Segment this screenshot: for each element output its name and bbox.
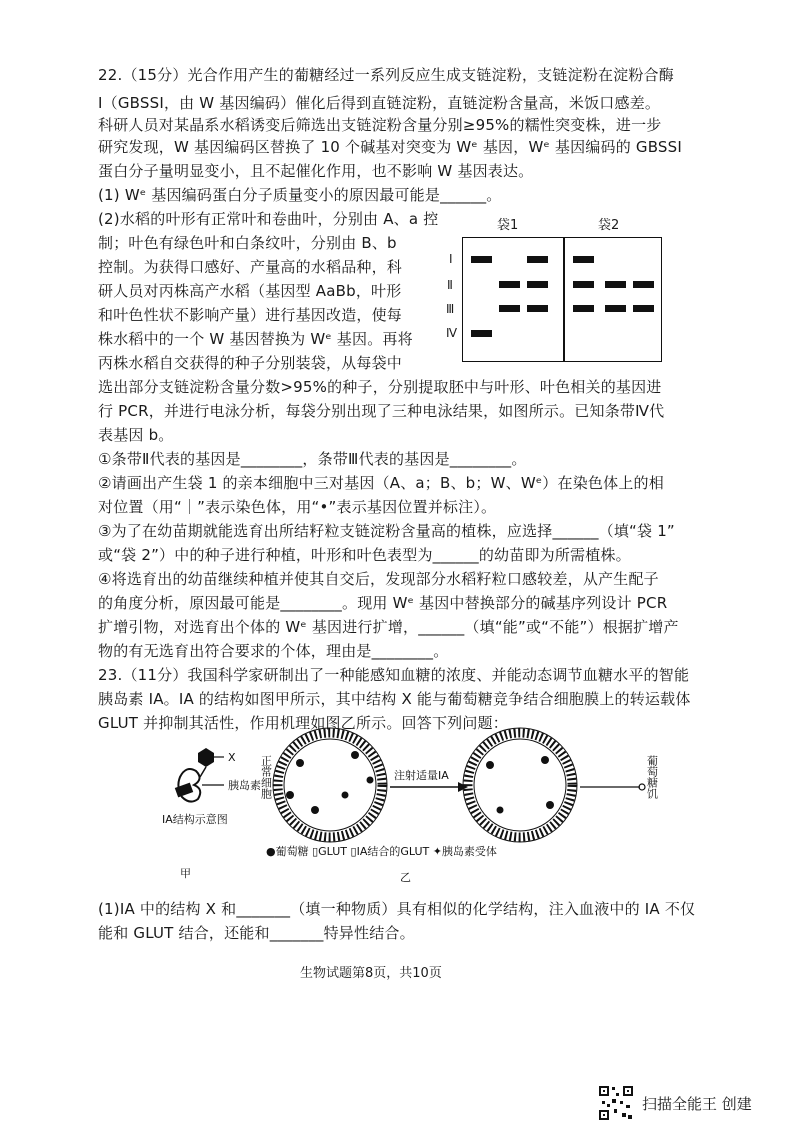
arrow-label: 注射适量IA — [394, 769, 449, 782]
q22-cont-2: 行 PCR，并进行电泳分析，每袋分别出现了三种电泳结果，如图所示。已知条带Ⅳ代 — [98, 402, 665, 420]
ia-treated-cell — [463, 728, 659, 842]
gel-divider — [563, 238, 565, 361]
x-label: X — [228, 751, 236, 764]
q22-cont-12: 物的有无选育出符合要求的个体，理由是________。 — [98, 642, 449, 660]
x-hexagon — [198, 748, 214, 767]
q22-part2-line-5: 和叶色性状不影响产量）进行基因改造，使每 — [98, 306, 403, 324]
q22-line-5: 蛋白分子量明显变小，且不起催化作用，也不影响 W 基因表达。 — [98, 162, 534, 180]
q22-cont-3: 表基因 b。 — [98, 426, 174, 444]
bag1-band-col2-lane3 — [499, 305, 520, 312]
page-footer: 生物试题第8页，共10页 — [300, 966, 442, 981]
q22-part2-line-6: 株水稻中的一个 W 基因替换为 Wᵉ 基因。再将 — [98, 330, 413, 348]
bag1-band-col3-lane3 — [527, 305, 548, 312]
left-cell-membrane — [278, 733, 382, 837]
bag1-band-col3-lane2 — [527, 281, 548, 288]
normal-cell — [260, 728, 388, 842]
bag2-band-col1-lane2 — [573, 281, 594, 288]
q22-cont-10: 的角度分析，原因最可能是________。现用 Wᵉ 基因中替换部分的碱基序列设计 PCR — [98, 594, 668, 612]
q22-line-4: 研究发现，W 基因编码区替换了 10 个碱基对突变为 Wᵉ 基因，Wᵉ 基因编码的 GBSSⅠ — [98, 138, 682, 156]
gel-bag1-label: 袋1 — [497, 218, 519, 233]
bag2-band-col3-lane3 — [633, 305, 654, 312]
q23-line-2: 胰岛素 IA。IA 的结构如图甲所示，其中结构 X 能与葡萄糖竞争结合细胞膜上的转运载体 — [98, 690, 691, 708]
q22-cont-8: 或“袋 2”）中的种子进行种植，叶形和叶色表型为______的幼苗即为所需植株。 — [98, 546, 631, 564]
gel-bag2-label: 袋2 — [598, 218, 620, 233]
bag1-band-col2-lane2 — [499, 281, 520, 288]
q22-line-3: 科研人员对某晶系水稻诱变后筛选出支链淀粉含量分别≥95%的糯性突变株，进一步 — [98, 116, 662, 134]
q22-part2-line-7: 丙株水稻自交获得的种子分别装袋，从每袋中 — [98, 354, 403, 372]
q22-cont-5: ②请画出产生袋 1 的亲本细胞中三对基因（A、a；B、b；W、Wᵉ）在染色体上的相 — [98, 474, 664, 492]
bag2-band-col1-lane1 — [573, 256, 594, 263]
label-jia: 甲 — [180, 867, 191, 880]
watermark-text: 扫描全能王 创建 — [642, 1094, 752, 1113]
right-cell-membrane — [468, 733, 572, 837]
gel-lane-1-label: Ⅰ — [449, 252, 453, 266]
q22-cont-6: 对位置（用“｜”表示染色体，用“•”表示基因位置并标注）。 — [98, 498, 497, 516]
bag2-band-col1-lane3 — [573, 305, 594, 312]
qr-code-icon — [598, 1085, 634, 1121]
ia-structure-diagram — [162, 748, 261, 826]
gel-lane-4-label: Ⅳ — [446, 326, 458, 340]
q22-cont-1: 选出部分支链淀粉含量分数>95%的种子，分别提取胚中与叶形、叶色相关的基因进 — [98, 378, 662, 396]
q23-sub1-line-1: (1)IA 中的结构 X 和_______（填一种物质）具有相似的化学结构，注入血液中的 IA 不仅 — [98, 900, 696, 918]
left-cell-label: 正常细胞 — [259, 755, 273, 799]
q23-line-1: 23.（11分）我国科学家研制出了一种能感知血糖的浓度、并能动态调节血糖水平的智能 — [98, 666, 690, 684]
q22-cont-9: ④将选育出的幼苗继续种植并使其自交后，发现部分水稻籽粒口感较差，从产生配子 — [98, 570, 659, 588]
bag2-band-col3-lane2 — [633, 281, 654, 288]
q22-cont-7: ③为了在幼苗期就能选育出所结籽粒支链淀粉含量高的植株，应选择______（填“袋 1” — [98, 522, 675, 540]
gel-box — [462, 237, 662, 362]
q22-part2-line-4: 研人员对丙株高产水稻（基因型 AaBb，叶形 — [98, 282, 402, 300]
bag2-band-col2-lane2 — [605, 281, 626, 288]
bag1-band-col1-lane1 — [471, 256, 492, 263]
injection-arrow — [390, 768, 468, 792]
insulin-label: 胰岛素 — [228, 779, 261, 792]
q22-part2-line-2: 制；叶色有绿色叶和白条纹叶，分别由 B、b — [98, 234, 397, 252]
q23-line-3: GLUT 并抑制其活性，作用机理如图乙所示。回答下列问题： — [98, 714, 508, 732]
q22-line-2: Ⅰ（GBSSⅠ，由 W 基因编码）催化后得到直链淀粉，直链淀粉含量高，米饭口感差。 — [98, 94, 661, 112]
q23-figure — [140, 725, 680, 885]
q22-sub1: (1) Wᵉ 基因编码蛋白分子质量变小的原因最可能是______。 — [98, 186, 502, 204]
gel-lane-2-label: Ⅱ — [447, 278, 453, 292]
q22-cont-4: ①条带Ⅱ代表的基因是________，条带Ⅲ代表的基因是________。 — [98, 450, 527, 468]
figure-legend: ●葡萄糖 ▯GLUT ▯IA结合的GLUT ✦胰岛素受体 — [266, 845, 497, 858]
bag1-band-col1-lane4 — [471, 330, 492, 337]
bag2-band-col2-lane3 — [605, 305, 626, 312]
scanner-watermark — [598, 1085, 752, 1121]
gel-lane-3-label: Ⅲ — [446, 302, 455, 316]
bag1-band-col3-lane1 — [527, 256, 548, 263]
q22-part2-line-1: (2)水稻的叶形有正常叶和卷曲叶，分别由 A、a 控 — [98, 210, 439, 228]
q22-cont-11: 扩增引物，对选育出个体的 Wᵉ 基因进行扩增，______（填“能”或“不能”）根据扩增产 — [98, 618, 679, 636]
q23-sub1-line-2: 能和 GLUT 结合，还能和_______特异性结合。 — [98, 924, 415, 942]
label-yi: 乙 — [400, 871, 411, 884]
right-label: 葡萄糖饥 — [645, 755, 659, 799]
ia-caption: IA结构示意图 — [162, 813, 228, 826]
q22-part2-line-3: 控制。为获得口感好、产量高的水稻品种，科 — [98, 258, 403, 276]
q22-line-1: 22.（15分）光合作用产生的葡糖经过一系列反应生成支链淀粉，支链淀粉在淀粉合酶 — [98, 66, 674, 84]
